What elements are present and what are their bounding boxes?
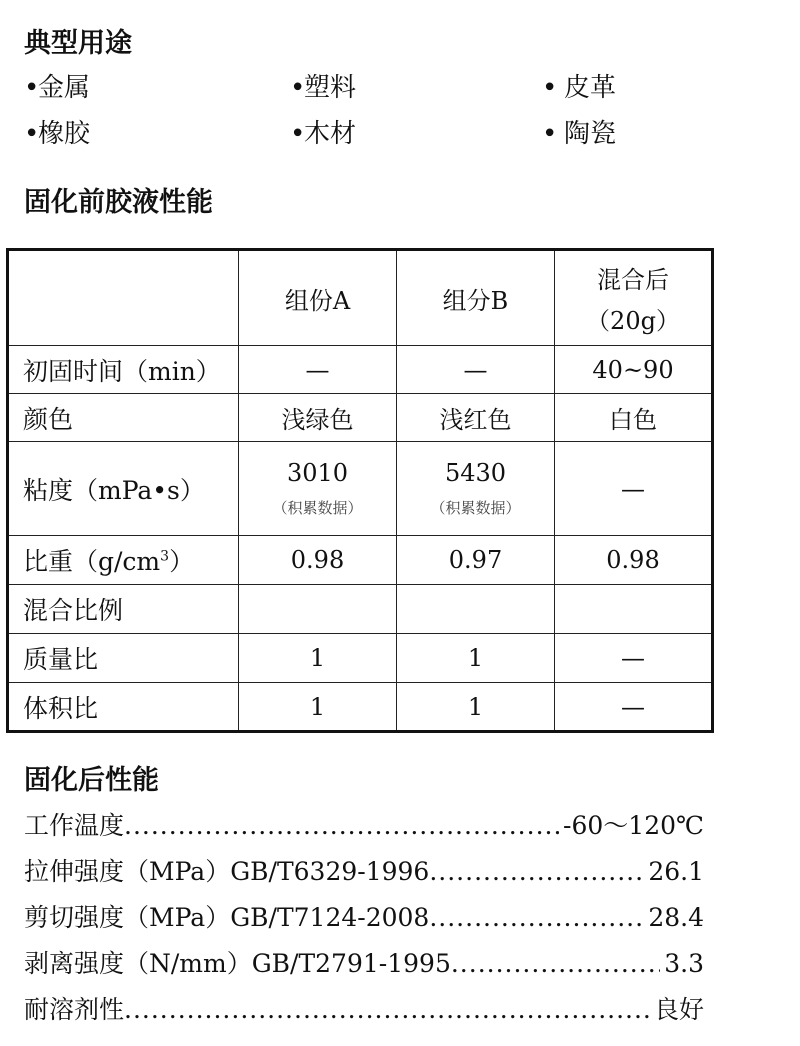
use-label: 金属 <box>38 73 91 103</box>
row-label: 颜色 <box>8 394 239 442</box>
cell-b: 浅红色 <box>397 394 555 442</box>
spec-label: 拉伸强度（MPa）GB/T6329-1996 <box>24 857 430 886</box>
cell-a: 3010 （积累数据） <box>239 442 397 536</box>
cell-a: 1 <box>239 634 397 683</box>
header-component-b: 组分B <box>397 250 555 346</box>
cell-a <box>239 585 397 634</box>
use-item: •橡胶 <box>24 119 91 149</box>
cell-mix: 40~90 <box>555 346 713 394</box>
dot-leader <box>429 857 644 886</box>
spec-label: 耐溶剂性 <box>24 995 125 1024</box>
table-row <box>8 394 713 442</box>
cell-mix: — <box>555 683 713 732</box>
use-item: •木材 <box>290 119 357 149</box>
table-row <box>8 683 713 732</box>
cell-mix: — <box>555 442 713 536</box>
dot-leader <box>124 811 559 840</box>
row-label: 混合比例 <box>8 585 239 634</box>
use-label: 橡胶 <box>38 119 91 149</box>
cell-b: — <box>397 346 555 394</box>
row-label: 体积比 <box>8 683 239 732</box>
cell-b: 5430 （积累数据） <box>397 442 555 536</box>
cell-a: 浅绿色 <box>239 394 397 442</box>
uses-title: 典型用途 <box>24 28 132 59</box>
row-label: 粘度（mPa•s） <box>8 442 239 536</box>
spec-value: 28.4 <box>648 903 704 932</box>
header-empty-cell <box>8 250 239 346</box>
cell-note: （积累数据） <box>430 499 521 517</box>
spec-value: -60～120℃ <box>563 811 704 840</box>
spec-line <box>24 898 704 938</box>
spec-line <box>24 990 704 1030</box>
use-label: 塑料 <box>304 73 357 103</box>
properties-table <box>6 248 714 733</box>
cell-a: 1 <box>239 683 397 732</box>
header-component-a: 组份A <box>239 250 397 346</box>
spec-value: 3.3 <box>664 949 704 978</box>
table-row <box>8 585 713 634</box>
spec-label: 剪切强度（MPa）GB/T7124-2008 <box>24 903 430 932</box>
cell-mix: 白色 <box>555 394 713 442</box>
use-item: • 皮革 <box>542 73 617 103</box>
use-item: • 陶瓷 <box>542 119 617 149</box>
spec-line <box>24 806 704 846</box>
cell-mix: 0.98 <box>555 536 713 585</box>
cell-b: 1 <box>397 634 555 683</box>
cell-b: 0.97 <box>397 536 555 585</box>
table-row <box>8 634 713 683</box>
cell-a: 0.98 <box>239 536 397 585</box>
table-row <box>8 536 713 585</box>
table-row <box>8 346 713 394</box>
cell-mix <box>555 585 713 634</box>
cell-b: 1 <box>397 683 555 732</box>
spec-label: 剥离强度（N/mm）GB/T2791-1995 <box>24 949 451 978</box>
row-label: 质量比 <box>8 634 239 683</box>
use-item: •金属 <box>24 73 91 103</box>
spec-value: 26.1 <box>648 857 704 886</box>
table-row <box>8 442 713 536</box>
cell-b <box>397 585 555 634</box>
cell-mix: — <box>555 634 713 683</box>
spec-value: 良好 <box>653 995 704 1024</box>
row-label: 初固时间（min） <box>8 346 239 394</box>
use-label: 陶瓷 <box>564 119 617 149</box>
use-label: 木材 <box>304 119 357 149</box>
spec-line <box>24 944 704 984</box>
dot-leader <box>451 949 660 978</box>
dot-leader <box>124 995 650 1024</box>
cell-a: — <box>239 346 397 394</box>
use-item: •塑料 <box>290 73 357 103</box>
row-label: 比重$(g/cm^3)$ <box>8 536 239 585</box>
before-cure-title: 固化前胶液性能 <box>24 187 213 218</box>
use-label: 皮革 <box>564 73 617 103</box>
dot-leader <box>429 903 644 932</box>
table-header-row <box>8 250 713 346</box>
spec-line <box>24 852 704 892</box>
spec-label: 工作温度 <box>24 811 125 840</box>
after-cure-title: 固化后性能 <box>24 765 159 796</box>
header-mixed: 混合后 （20g） <box>555 250 713 346</box>
cell-note: （积累数据） <box>272 499 363 517</box>
